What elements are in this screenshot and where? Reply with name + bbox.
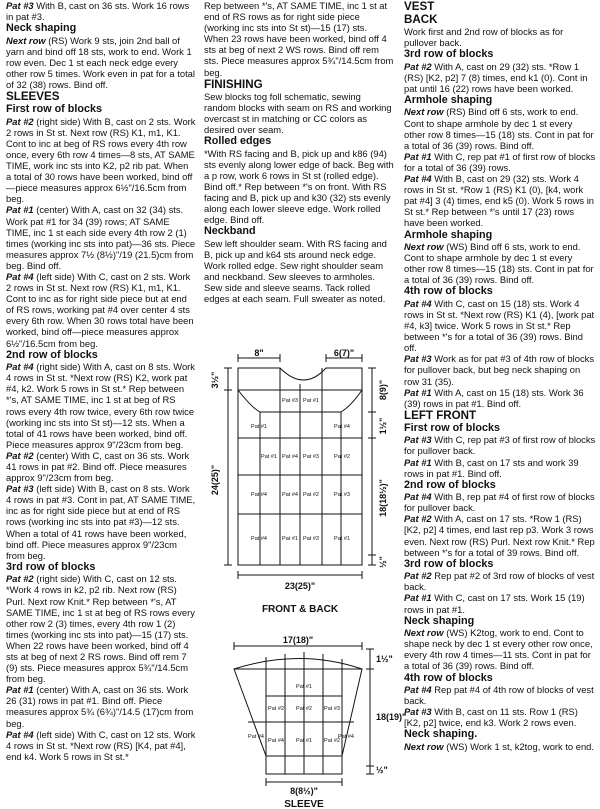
paragraph-text: (right side) With A, cast on 8 sts. Work 4 rows in St st. *Next row (RS) K2, work pat #4, k2. Work 5 rows in St st.* Rep between *'s, AT SAME TIME, inc 1 st at beg of RS rows every 4th row twice, every 6th row twice (working inc sts into St st)—12 sts. When a total of 41 rows have been worked, bind off. Piece measures approx 9"/23cm from beg. bbox=[6, 361, 195, 450]
paragraph bbox=[404, 627, 596, 671]
sleeve-outline bbox=[234, 659, 362, 775]
subsection-heading: 2nd row of blocks bbox=[6, 348, 98, 361]
fb-dim-left-top: 3½" bbox=[210, 371, 220, 389]
paragraph-lead: Pat #3 bbox=[6, 483, 34, 495]
paragraph-lead: Pat #1 bbox=[404, 592, 432, 604]
fb-cell: Pat #4 bbox=[251, 492, 267, 498]
paragraph-lead: Pat #3 bbox=[6, 0, 34, 11]
paragraph bbox=[404, 151, 596, 173]
section-heading: VEST bbox=[404, 0, 435, 13]
paragraph-lead: Pat #3 bbox=[404, 353, 432, 365]
paragraph-text: (WS) Work 1 st, k2tog, work to end. bbox=[446, 740, 594, 752]
subsection-heading: 2nd row of blocks bbox=[404, 478, 496, 491]
paragraph bbox=[6, 483, 196, 561]
paragraph-lead: Next row bbox=[6, 34, 46, 46]
paragraph bbox=[404, 26, 596, 48]
fb-caption: FRONT & BACK bbox=[261, 604, 339, 615]
column-1 bbox=[6, 0, 196, 762]
sl-cell: Pat #4 bbox=[268, 738, 284, 744]
paragraph-text: Work first and 2nd row of blocks as for pullover back. bbox=[404, 26, 564, 49]
paragraph-text: (center) With C, cast on 36 sts. Work 41 rows in pat #2. Bind off. Piece measures approx 9"/23cm from beg. bbox=[6, 449, 190, 484]
paragraph-text: (right side) With C, cast on 12 sts. *Work 4 rows in k2, p2 rib. Next row (RS) Purl. Next row Knit.* Rep between *'s, AT SAME TIME, inc 1 st at beg of RS rows every other row 2 (3) times, every 4th row 1 (2) times (working inc sts into pat)—15 (17) sts. When 22 rows have been worked, bind off 4 sts at beg of next 2 RS rows. Bind off rem 7 (9) sts. Piece measures approx 5¾"/14.5cm from beg. bbox=[6, 573, 195, 685]
fb-cell: Pat #2 bbox=[334, 454, 350, 460]
sl-cell: Pat #2 bbox=[324, 738, 340, 744]
paragraph bbox=[404, 61, 596, 94]
fb-cell: Pat #1 bbox=[282, 536, 298, 542]
paragraph-lead: Pat #1 bbox=[404, 150, 432, 162]
paragraph-lead: Pat #1 bbox=[404, 456, 432, 468]
sl-caption: SLEEVE bbox=[284, 799, 324, 809]
paragraph bbox=[404, 491, 596, 513]
sl-dim-bottom: 8(8½)" bbox=[290, 786, 318, 796]
paragraph-lead: Pat #4 bbox=[404, 173, 432, 185]
front-back-schematic bbox=[204, 350, 398, 640]
column-3 bbox=[404, 0, 596, 752]
fb-cell: Pat #3 bbox=[303, 536, 319, 542]
paragraph bbox=[204, 238, 394, 305]
paragraph-lead: Pat #4 bbox=[404, 297, 432, 309]
paragraph-lead: Next row bbox=[404, 627, 444, 639]
subsection-heading: Neck shaping bbox=[6, 22, 77, 35]
paragraph bbox=[6, 204, 196, 271]
paragraph bbox=[404, 741, 596, 752]
sl-dim-right-mid: 18(19)" bbox=[376, 712, 407, 722]
paragraph-lead: Next row bbox=[404, 106, 444, 118]
paragraph-lead: Pat #2 bbox=[404, 60, 432, 72]
fb-cell: Pat #1 bbox=[303, 398, 319, 404]
sl-dim-top: 17(18)" bbox=[282, 635, 314, 645]
fb-cell: Pat #2 bbox=[303, 492, 319, 498]
paragraph bbox=[6, 573, 196, 684]
fb-cell: Pat #4 bbox=[251, 536, 267, 542]
section-heading: SLEEVES bbox=[6, 90, 60, 104]
subsection-heading: Armhole shaping bbox=[404, 228, 493, 241]
paragraph-text: (right side) With B, cast on 2 sts. Work 2 rows in St st. Next row (RS) K1, m1, K1. Cont to inc at beg of RS rows every 4th row once, every 6th row 4 times—8 sts, AT SAME TIME, work inc sts into K2, p2 rib pat. When a total of 30 rows have been worked, bind off—piece measures approx 6½"/16.5cm from beg. bbox=[6, 115, 196, 205]
paragraph-text: Sew blocks tog foll schematic, sewing random blocks with seam on RS and working overcast st in matching or CC colors as desired over seam. bbox=[204, 90, 392, 135]
paragraph bbox=[6, 35, 196, 90]
paragraph-text: With A, cast on 15 (18) sts. Work 36 (39) rows in pat #1. Bind off. bbox=[404, 386, 584, 409]
paragraph-text: With B, rep pat #4 of first row of blocks for pullover back. bbox=[404, 491, 595, 514]
paragraph-text: Work as for pat #3 of 4th row of blocks for pullover back, but beg neck shaping on row 31 (35). bbox=[404, 353, 595, 387]
sleeve-schematic bbox=[204, 635, 407, 809]
fb-cell: Pat #4 bbox=[334, 424, 350, 430]
subsection-heading: 3rd row of blocks bbox=[6, 560, 96, 573]
paragraph-text: With C, cast on 17 sts. Work 15 (19) rows in pat #1. bbox=[404, 592, 585, 615]
paragraph-text: Rep pat #2 of 3rd row of blocks of vest back. bbox=[404, 570, 595, 593]
paragraph-lead: Next row bbox=[404, 740, 444, 752]
paragraph-text: With B, cast on 11 sts. Row 1 (RS) [K2, p2] twice, end k3. Work 2 rows even. bbox=[404, 706, 578, 729]
sl-dim-right-top: 1½" bbox=[376, 654, 393, 664]
paragraph-text: Rep between *'s, AT SAME TIME, inc 1 st at end of RS rows as for right side piece (working inc sts into St st)—15 (17) sts. When 23 rows have been worked, bind off 4 sts at beg of next 2 WS rows. Bind off rem sts. Piece measures approx 5¾"/14.5cm from beg. bbox=[204, 0, 394, 78]
sl-cell: Pat #1 bbox=[296, 684, 312, 690]
paragraph bbox=[204, 91, 394, 135]
fb-cell: Pat #1 bbox=[251, 424, 267, 430]
fb-dim-right-low: ½" bbox=[378, 556, 388, 568]
paragraph-lead: Pat #1 bbox=[6, 684, 34, 696]
paragraph-text: (left side) With C, cast on 12 sts. Work 4 rows in St st. *Next row (RS) [K4, pat #4], end k4. Work 5 rows in St st.* bbox=[6, 728, 196, 762]
fb-dim-right-top: 8(9)" bbox=[378, 379, 388, 401]
fb-dim-top-left: 8" bbox=[254, 348, 264, 358]
paragraph-text: With B, cast on 17 sts and work 39 rows in pat #1. Bind off. bbox=[404, 456, 579, 479]
section-heading: LEFT FRONT bbox=[404, 408, 477, 422]
sl-cell: Pat #4 bbox=[248, 734, 264, 740]
paragraph bbox=[404, 434, 596, 456]
sl-cell: Pat #2 bbox=[296, 706, 312, 712]
paragraph-text: (RS) Work 9 sts, join 2nd ball of yarn and bind off 18 sts, work to end. Work 1 row even. Dec 1 st each neck edge every other row 5 times. Work even in pat for a total of 32 (38) rows. Bind off. bbox=[6, 34, 195, 91]
subsection-heading: First row of blocks bbox=[404, 421, 500, 434]
paragraph bbox=[404, 457, 596, 479]
paragraph-text: (left side) With C, cast on 2 sts. Work 2 rows in St st. Next row (RS) K1, m1, K1. Cont to inc as for right side piece but at end of RS rows, working pat #4 over center 4 sts every 6th row. When 30 rows total have been worked, bind off—piece measures approx 6½"/16.5cm from beg. bbox=[6, 270, 194, 349]
subsection-heading: Rolled edges bbox=[204, 135, 272, 148]
paragraph-text: Sew left shoulder seam. With RS facing and B, pick up and k64 sts around neck edge. Work rolled edge. Sew right shoulder seam and neckband. Sew sleeves to armholes. Sew side and sleeve seams. Tack rolled edges at each seam. Full sweater as noted. bbox=[204, 237, 387, 305]
fb-dim-right-upper: 1½" bbox=[378, 417, 388, 435]
paragraph bbox=[404, 298, 596, 353]
paragraph bbox=[6, 684, 196, 728]
paragraph-text: (center) With A, cast on 32 (34) sts. Work pat #1 for 34 (39) rows; AT SAME TIME, inc 1 st each side every 4th row 2 (1) times (working inc sts into pat)—36 sts. Piece measures approx 7½ (8½)"/19 (21.5)cm from beg. Bind off. bbox=[6, 204, 196, 271]
paragraph-text: With C, cast on 15 (18) sts. Work 4 rows in St st. *Next row (RS) K1 (4), [work pat #4, k3] twice. Work 5 rows in St st.* Rep between *'s for a total of 36 (39) rows. Bind off. bbox=[404, 297, 595, 354]
paragraph-text: (WS) Bind off 6 sts, work to end. Cont to shape armhole by dec 1 st every other row 8 times—15 (18) sts. Cont in pat for a total of 36 (39) rows. Bind off. bbox=[404, 241, 594, 286]
section-heading: FINISHING bbox=[204, 77, 263, 91]
paragraph bbox=[404, 353, 596, 386]
paragraph bbox=[404, 173, 596, 228]
paragraph bbox=[404, 106, 596, 150]
fb-dim-right-mid: 18(18½)" bbox=[378, 479, 388, 517]
sl-cell: Pat #3 bbox=[324, 706, 340, 712]
fb-cell: Pat #1 bbox=[334, 536, 350, 542]
subsection-heading: 3rd row of blocks bbox=[404, 48, 494, 61]
subsection-heading: First row of blocks bbox=[6, 103, 102, 116]
sl-cell: Pat #4 bbox=[338, 734, 354, 740]
paragraph-lead: Next row bbox=[404, 241, 444, 252]
subsection-heading: Neck shaping. bbox=[404, 728, 478, 741]
fb-dim-left-main: 24(25)" bbox=[210, 464, 220, 496]
paragraph bbox=[6, 116, 196, 205]
paragraph bbox=[6, 271, 196, 349]
paragraph-text: (RS) Bind off 6 sts, work to end. Cont to shape armhole by dec 1 st every other row 8 times—15 (18) sts. Cont in pat for a total of 36 (39) rows. Bind off. bbox=[404, 106, 594, 151]
fb-dim-bottom: 23(25)" bbox=[284, 581, 316, 591]
fb-cell: Pat #4 bbox=[282, 492, 298, 498]
paragraph-text: With C, rep pat #1 of first row of blocks for a total of 36 (39) rows. bbox=[404, 150, 596, 173]
paragraph-lead: Pat #1 bbox=[6, 204, 34, 216]
paragraph-lead: Pat #4 bbox=[404, 684, 432, 695]
paragraph-lead: Pat #4 bbox=[6, 361, 34, 373]
paragraph-lead: Pat #2 bbox=[6, 449, 34, 461]
sl-cell: Pat #2 bbox=[268, 706, 284, 712]
paragraph bbox=[6, 361, 196, 450]
sl-dim-right-low: ½" bbox=[376, 765, 388, 775]
paragraph bbox=[404, 513, 596, 557]
paragraph-lead: Pat #3 bbox=[404, 434, 432, 446]
paragraph-text: With C, rep pat #3 of first row of blocks for pullover back. bbox=[404, 434, 596, 457]
fb-cell: Pat #1 bbox=[261, 454, 277, 460]
paragraph-lead: Pat #1 bbox=[404, 386, 432, 398]
paragraph-text: (WS) K2tog, work to end. Cont to shape neck by dec 1 st every other row once, every 4th row 4 times—11 sts. Cont in pat for a total of 36 (39) rows. Bind off. bbox=[404, 627, 593, 672]
fb-cell: Pat #3 bbox=[282, 398, 298, 404]
fb-cell: Pat #4 bbox=[282, 454, 298, 460]
paragraph-lead: Pat #3 bbox=[404, 706, 432, 718]
paragraph bbox=[6, 729, 196, 762]
section-heading: BACK bbox=[404, 13, 438, 26]
paragraph bbox=[404, 241, 596, 285]
paragraph-text: With B, cast on 29 (32) sts. Work 4 rows in St st. *Row 1 (RS) K1 (0), [k4, work pat #4] 3 (4) times, end k5 (0). Work 5 rows in St st.* Rep between *'s until 17 (23) rows have been worked. bbox=[404, 173, 595, 229]
paragraph-lead: Pat #2 bbox=[404, 570, 432, 582]
column-2 bbox=[204, 0, 394, 304]
paragraph bbox=[6, 450, 196, 483]
paragraph-lead: Pat #4 bbox=[6, 728, 34, 740]
paragraph-text: (center) With A, cast on 36 sts. Work 26 (31) rows in pat #1. Bind off. Piece measures approx 5¾ (6¾)"/14.5 (17)cm from beg. bbox=[6, 684, 194, 729]
sl-cell: Pat #1 bbox=[296, 738, 312, 744]
fb-cell: Pat #3 bbox=[303, 454, 319, 460]
paragraph-lead: Pat #4 bbox=[6, 270, 34, 282]
paragraph bbox=[404, 706, 596, 728]
paragraph bbox=[404, 570, 596, 592]
fb-cell: Pat #3 bbox=[334, 492, 350, 498]
subsection-heading: 4th row of blocks bbox=[404, 285, 493, 298]
paragraph-lead: Pat #4 bbox=[404, 491, 432, 503]
paragraph-lead: Pat #2 bbox=[404, 513, 432, 525]
paragraph-text: (left side) With B, cast on 8 sts. Work 4 rows in pat #3. Cont in pat, AT SAME TIME, inc as for right side piece but at end of RS rows (working inc sts into pat #3)—12 sts. When a total of 41 rows have been worked, bind off. Piece measures approx 9"/23cm from beg. bbox=[6, 483, 196, 561]
paragraph bbox=[6, 0, 196, 22]
paragraph bbox=[404, 684, 596, 706]
paragraph bbox=[204, 148, 394, 226]
subsection-heading: Neckband bbox=[204, 225, 256, 238]
subsection-heading: 3rd row of blocks bbox=[404, 557, 494, 570]
paragraph-lead: Pat #2 bbox=[6, 115, 34, 127]
paragraph-text: Rep pat #4 of 4th row of blocks of vest back. bbox=[404, 684, 594, 707]
subsection-heading: Neck shaping bbox=[404, 614, 475, 627]
paragraph-text: With A, cast on 17 sts. *Row 1 (RS) [K2, p2] 4 times, end last rep p3. Work 3 rows even. Next row (RS) Purl. Next row Knit.* Rep between *'s for a total of 39 rows. Bind off. bbox=[404, 513, 595, 558]
paragraph bbox=[204, 0, 394, 78]
paragraph bbox=[404, 592, 596, 614]
subsection-heading: 4th row of blocks bbox=[404, 671, 493, 684]
paragraph-lead: Pat #2 bbox=[6, 573, 34, 585]
paragraph-text: With A, cast on 29 (32) sts. *Row 1 (RS) [K2, p2] 7 (8) times, end k1 (0). Cont in pat until 16 (22) rows have been worked. bbox=[404, 60, 588, 94]
paragraph-text: With B, cast on 36 sts. Work 16 rows in pat #3. bbox=[6, 0, 190, 23]
fb-dim-top-right: 6(7)" bbox=[333, 348, 355, 358]
paragraph-text: *With RS facing and B, pick up and k86 (94) sts evenly along lower edge of back. Beg with a p row, work 6 rows in St st (rolled edge). Bind off.* Rep between *'s on front. With RS facing and B, pick up and k30 (32) sts evenly along each lower sleeve edge. Work rolled edge. Bind off. bbox=[204, 147, 394, 226]
subsection-heading: Armhole shaping bbox=[404, 93, 493, 106]
paragraph bbox=[404, 387, 596, 409]
